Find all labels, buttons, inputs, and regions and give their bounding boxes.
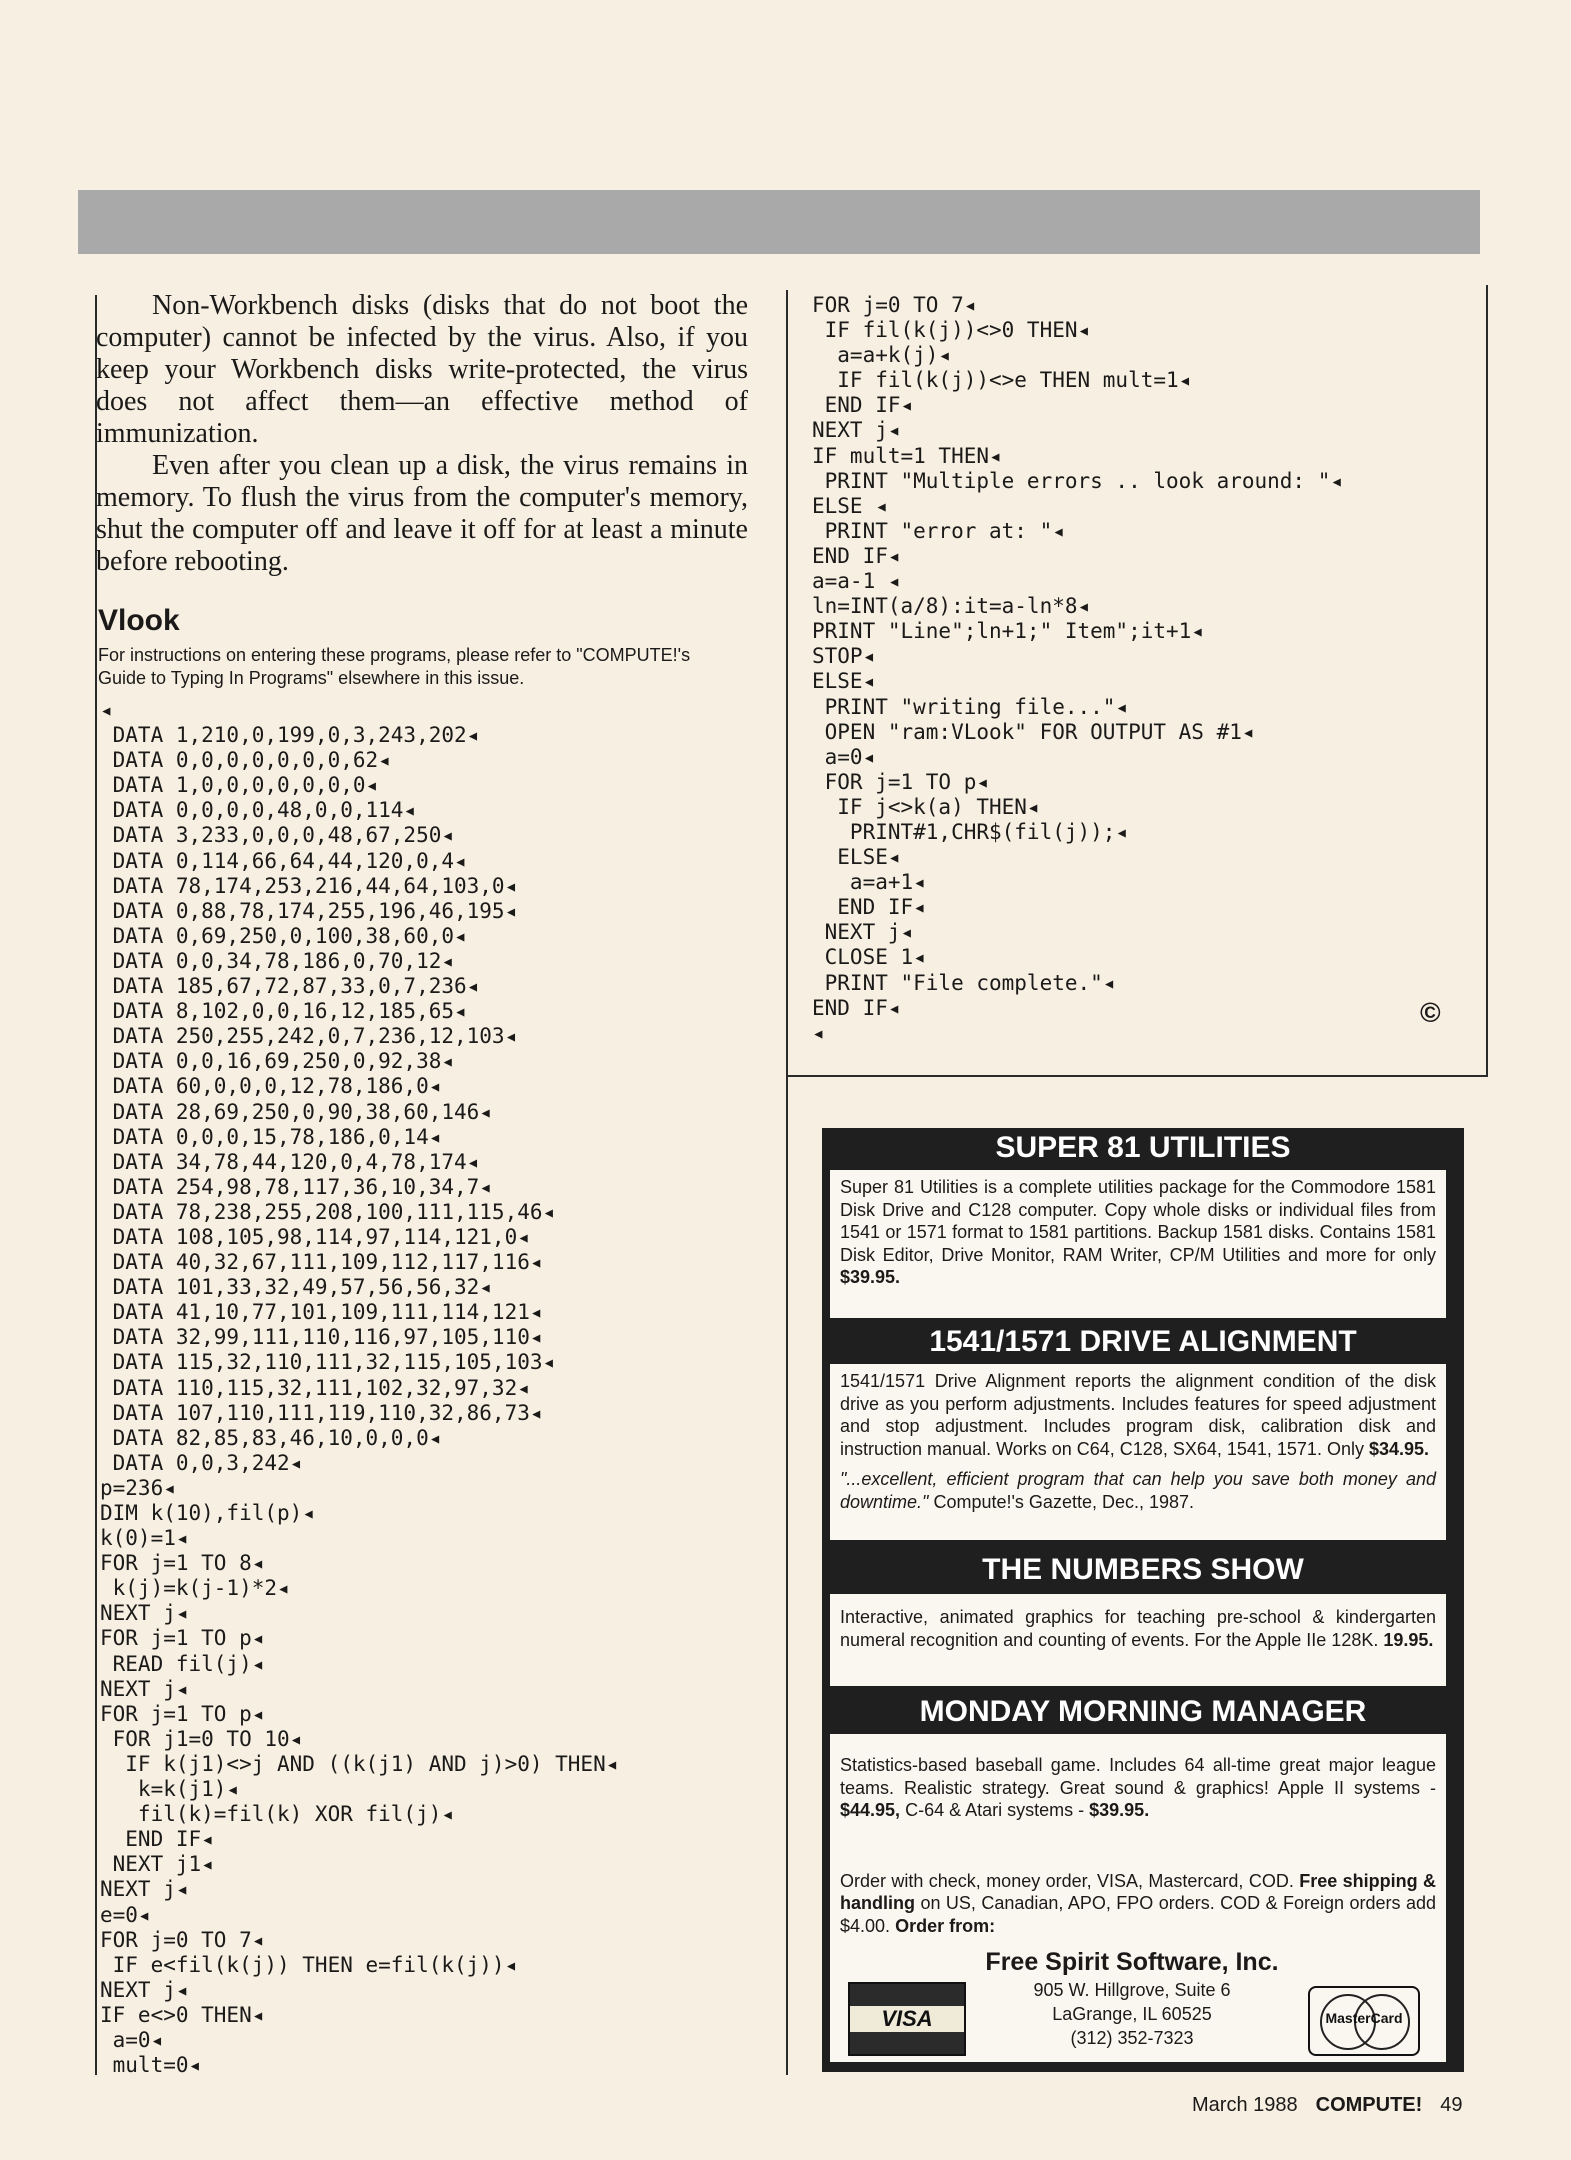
ad-text-super81: Super 81 Utilities is a complete utilities package for the Commodore 1581 Disk Drive and C128 computer. Copy whole disks or individual files from 1541 or 1571 format to 1581 partitions. Backup 1581 disks. Contains 1581 Disk Editor, Drive Monitor, RAM Writer, CP/M Utilities and more for only: [840, 1177, 1436, 1265]
company-address-1: 905 W. Hillgrove, Suite 6: [1033, 1980, 1231, 2000]
company-block: [982, 1946, 1282, 2050]
intro-text: [96, 290, 748, 578]
vlook-note: For instructions on entering these programs, please refer to "COMPUTE!'s Guide to Typing In Programs" elsewhere in this issue.: [98, 645, 691, 688]
ad-text-numbers-show: Interactive, animated graphics for teaching pre-school & kindergarten numeral recognition and counting of events. For the Apple IIe 128K.: [840, 1607, 1436, 1650]
code-listing-right: FOR j=0 TO 7◂ IF fil(k(j))<>0 THEN◂ a=a+k(j)◂ IF fil(k(j))<>e THEN mult=1◂ END IF◂ NEXT j◂ IF mult=1 THEN◂ PRINT "Multiple errors .. look around: "◂ ELSE ◂ PRINT "error at: "◂ END IF◂ a=a-1 ◂ ln=INT(a/8):it=a-ln*8◂ PRINT "Line";ln+1;" Item";it+1◂ STOP◂ ELSE◂ PRINT "writing file..."◂ OPEN "ram:VLook" FOR OUTPUT AS #1◂ a=0◂ FOR j=1 TO p◂ IF j<>k(a) THEN◂ PRINT#1,CHR$(fil(j));◂ ELSE◂ a=a+1◂ END IF◂ NEXT j◂ CLOSE 1◂ PRINT "File complete."◂ END IF◂ ◂: [812, 293, 1344, 1045]
ad-price-super81: $39.95.: [840, 1267, 901, 1287]
visa-logo: [848, 1982, 966, 2056]
page-number: 49: [1440, 2094, 1463, 2116]
intro-paragraph-1: Non-Workbench disks (disks that do not boot the computer) cannot be infected by the virus. Also, if you keep your Workbench disks write-protected, the virus does not affect them—an effective method of immunization.: [96, 290, 748, 449]
end-mark: ©: [1420, 997, 1441, 1028]
ad-text-monday-morning-2: C-64 & Atari systems -: [905, 1800, 1085, 1820]
ad-box-drive-alignment: [830, 1364, 1446, 1540]
mastercard-logo: [1308, 1986, 1420, 2056]
ad-box-numbers-show: [830, 1594, 1446, 1686]
advertisement: [822, 1128, 1464, 2072]
visa-text: VISA: [850, 2006, 964, 2032]
order-text-a: Order with check, money order, VISA, Mastercard, COD.: [840, 1870, 1294, 1891]
code-listing-left: ◂ DATA 1,210,0,199,0,3,243,202◂ DATA 0,0,0,0,0,0,0,62◂ DATA 1,0,0,0,0,0,0,0◂ DATA 0,0,0,0,48,0,0,114◂ DATA 3,233,0,0,0,48,67,250◂ DATA 0,114,66,64,44,120,0,4◂ DATA 78,174,253,216,44,64,103,0◂ DATA 0,88,78,174,255,196,46,195◂ DATA 0,69,250,0,100,38,60,0◂ DATA 0,0,34,78,186,0,70,12◂ DATA 185,67,72,87,33,0,7,236◂ DATA 8,102,0,0,16,12,185,65◂ DATA 250,255,242,0,7,236,12,103◂ DATA 0,0,16,69,250,0,92,38◂ DATA 60,0,0,0,12,78,186,0◂ DATA 28,69,250,0,90,38,60,146◂ DATA 0,0,0,15,78,186,0,14◂ DATA 34,78,44,120,0,4,78,174◂ DATA 254,98,78,117,36,10,34,7◂ DATA 78,238,255,208,100,111,115,46◂ DATA 108,105,98,114,97,114,121,0◂ DATA 40,32,67,111,109,112,117,116◂ DATA 101,33,32,49,57,56,56,32◂ DATA 41,10,77,101,109,111,114,121◂ DATA 32,99,111,110,116,97,105,110◂ DATA 115,32,110,111,32,115,105,103◂ DATA 110,115,32,111,102,32,97,32◂ DATA 107,110,111,119,110,32,86,73◂ DATA 82,85,83,46,10,0,0,0◂ DATA 0,0,3,242◂ p=236◂ DIM k(10),fil(p)◂ k(0)=1◂ FOR j=1 TO 8◂ k(j)=k(j-1)*2◂ NEXT j◂ FOR j=1 TO p◂ READ fil(j)◂ NEXT j◂ FOR j=1 TO p◂ FOR j1=0 TO 10◂ IF k(j1)<>j AND ((k(j1) AND j)>0) THEN◂ k=k(j1)◂ fil(k)=fil(k) XOR fil(j)◂ END IF◂ NEXT j1◂ NEXT j◂ e=0◂ FOR j=0 TO 7◂ IF e<fil(k(j)) THEN e=fil(k(j))◂ NEXT j◂ IF e<>0 THEN◂ a=0◂ mult=0◂: [100, 698, 619, 2078]
ad-price-apple: $44.95,: [840, 1800, 901, 1820]
company-phone: (312) 352-7323: [1070, 2028, 1194, 2048]
ad-price-c64: $39.95.: [1089, 1800, 1150, 1820]
column-rule-right: [1486, 285, 1488, 1075]
ad-title-super81: SUPER 81 UTILITIES: [995, 1131, 1291, 1164]
ad-price-numbers-show: 19.95.: [1383, 1629, 1434, 1650]
column-rule-middle: [786, 290, 788, 2075]
page-footer: [1192, 2094, 1463, 2117]
mastercard-text: MasterCard: [1325, 2010, 1403, 2026]
footer-date: March 1988: [1192, 2094, 1298, 2116]
ad-text-drive-alignment: 1541/1571 Drive Alignment reports the alignment condition of the disk drive as you perform adjustments. Includes features for speed adjustment and stop adjustment. Includes program disk, calibration disk and instruction manual. Works on C64, C128, SX64, 1541, 1571. Only: [840, 1371, 1436, 1459]
vlook-title: Vlook: [98, 604, 180, 637]
order-text-b: Free shipping & handling: [840, 1870, 1436, 1913]
company-address-2: LaGrange, IL 60525: [1052, 2004, 1212, 2024]
ad-title-monday-morning: MONDAY MORNING MANAGER: [919, 1695, 1367, 1728]
company-name: Free Spirit Software, Inc.: [985, 1948, 1279, 1976]
header-bar: [78, 190, 1480, 254]
ad-quote: "...excellent, efficient program that can help you save both money and downtime.": [840, 1469, 1436, 1512]
ad-text-monday-morning: Statistics-based baseball game. Includes 64 all-time great major league teams. Realistic strategy. Great sound & graphics! Apple II systems -: [840, 1755, 1436, 1798]
order-text-d: Order from:: [895, 1915, 996, 1936]
ad-price-drive-alignment: $34.95.: [1368, 1438, 1430, 1459]
ad-title-numbers-show: THE NUMBERS SHOW: [982, 1553, 1304, 1586]
order-text-c: on US, Canadian, APO, FPO orders. COD & Foreign orders add $4.00.: [840, 1893, 1436, 1936]
footer-magazine: COMPUTE!: [1315, 2094, 1423, 2116]
listing-box-rule: [786, 1075, 1488, 1077]
ad-quote-source: Compute!'s Gazette, Dec., 1987.: [933, 1491, 1195, 1512]
ad-box-super81: [830, 1170, 1446, 1318]
intro-paragraph-2: Even after you clean up a disk, the virus remains in memory. To flush the virus from the computer's memory, shut the computer off and leave it off for at least a minute before rebooting.: [96, 450, 748, 577]
ad-title-drive-alignment: 1541/1571 DRIVE ALIGNMENT: [929, 1325, 1357, 1358]
